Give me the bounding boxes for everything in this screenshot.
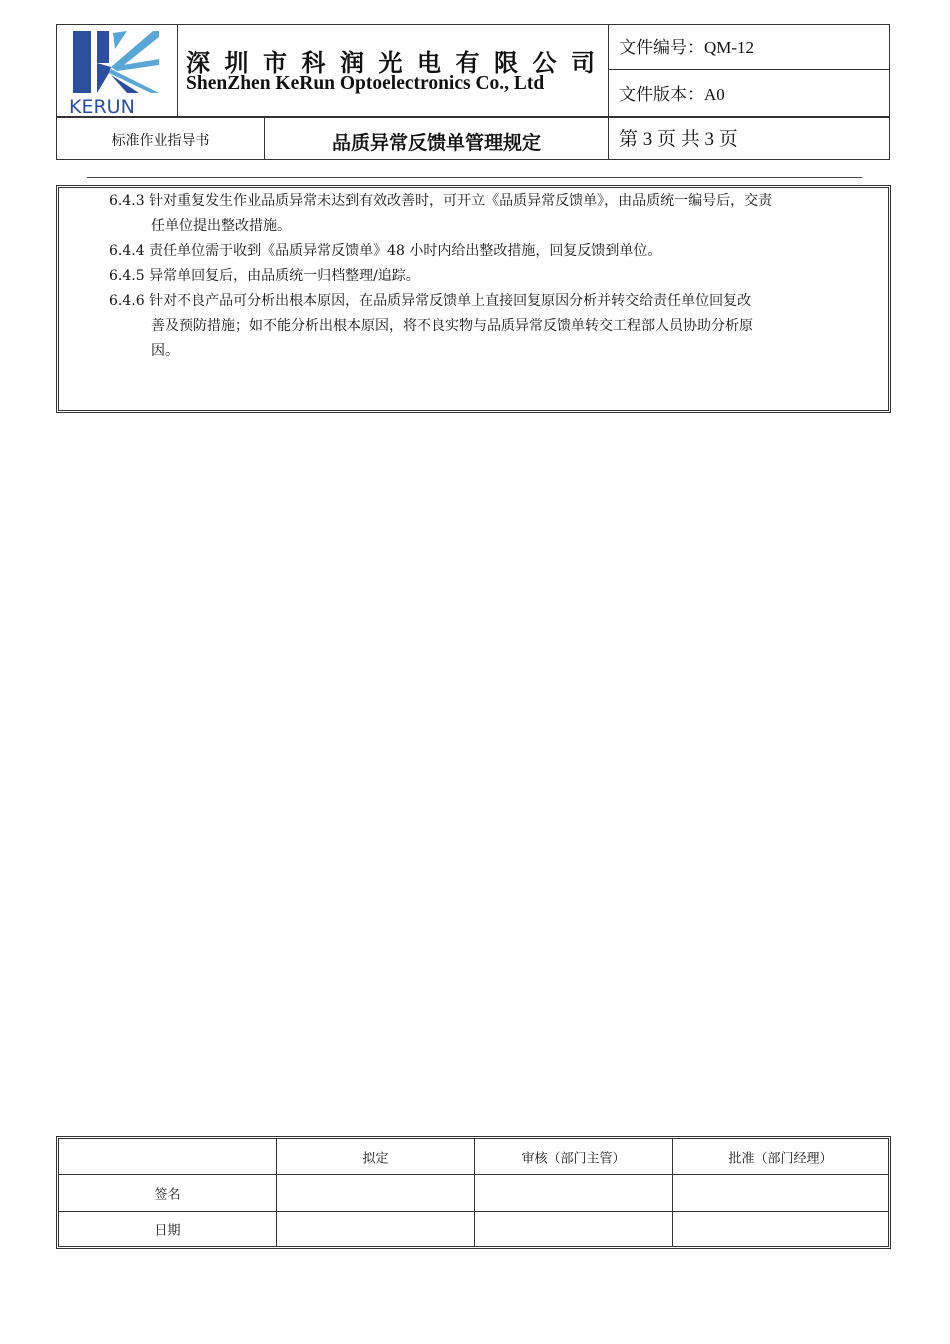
sig-header-blank: [59, 1139, 277, 1175]
signature-table: [56, 1136, 891, 1249]
clause-continuation: 任单位提出整改措施。: [151, 218, 291, 234]
sig-row-signature-label: 签名: [154, 1187, 181, 1203]
clause-continuation: 善及预防措施；如不能分析出根本原因，将不良实物与品质异常反馈单转交工程部人员协助分析原: [151, 318, 753, 334]
clause-6-4-4: [109, 239, 884, 264]
header-rule: [87, 177, 862, 178]
doc-version-cell: [609, 70, 890, 116]
doc-type-cell: [57, 118, 265, 159]
date-cell-draft[interactable]: [277, 1212, 475, 1246]
company-name-english: ShenZhen KeRun Optoelectronics Co., Ltd: [186, 73, 545, 94]
logo-text: KERUN: [69, 96, 135, 115]
company-name-cell: [178, 25, 609, 116]
doc-version: 文件版本：A0: [619, 85, 725, 104]
clause-6-4-3: [109, 189, 884, 239]
clause-first-line: 6.4.5 异常单回复后，由品质统一归档整理/追踪。: [109, 268, 420, 284]
sig-cell-review[interactable]: [475, 1175, 673, 1212]
sig-header-review: [475, 1139, 673, 1175]
document-header: [56, 24, 890, 160]
content-box: [56, 185, 891, 413]
page-info: 第 3 页 共 3 页: [619, 129, 738, 150]
company-name-chinese: 深圳市科润光电有限公司: [186, 49, 610, 77]
date-cell-approve[interactable]: [673, 1212, 888, 1246]
date-row-label: [59, 1212, 277, 1246]
clause-continuation: 因。: [151, 343, 179, 359]
clause-first-line: 6.4.3 针对重复发生作业品质异常未达到有效改善时，可开立《品质异常反馈单》，由品质统一编号后，交责: [109, 193, 773, 209]
doc-type: 标准作业指导书: [111, 133, 210, 149]
doc-title: 品质异常反馈单管理规定: [331, 132, 541, 154]
clause-6-4-5: [109, 264, 884, 289]
page-info-cell: [609, 118, 890, 159]
sig-row-date-label: 日期: [154, 1223, 181, 1239]
sig-header-label: 审核（部门主管）: [521, 1151, 626, 1166]
doc-number: 文件编号：QM-12: [619, 38, 755, 57]
sig-cell-approve[interactable]: [673, 1175, 888, 1212]
sig-header-draft: [277, 1139, 475, 1175]
doc-number-cell: [609, 25, 890, 70]
sig-header-label: 批准（部门经理）: [728, 1151, 833, 1166]
date-cell-review[interactable]: [475, 1212, 673, 1246]
kerun-logo-icon: [67, 29, 167, 115]
clause-first-line: 6.4.4 责任单位需于收到《品质异常反馈单》48 小时内给出整改措施，回复反馈到单位。: [109, 243, 662, 259]
sig-cell-draft[interactable]: [277, 1175, 475, 1212]
company-logo-cell: [57, 25, 178, 116]
clause-first-line: 6.4.6 针对不良产品可分析出根本原因，在品质异常反馈单上直接回复原因分析并转交给责任单位回复改: [109, 293, 752, 309]
sig-row-label: [59, 1175, 277, 1212]
clause-6-4-6: [109, 289, 884, 364]
doc-title-cell: [265, 118, 609, 159]
sig-header-label: 拟定: [362, 1151, 389, 1166]
sig-header-approve: [673, 1139, 888, 1175]
